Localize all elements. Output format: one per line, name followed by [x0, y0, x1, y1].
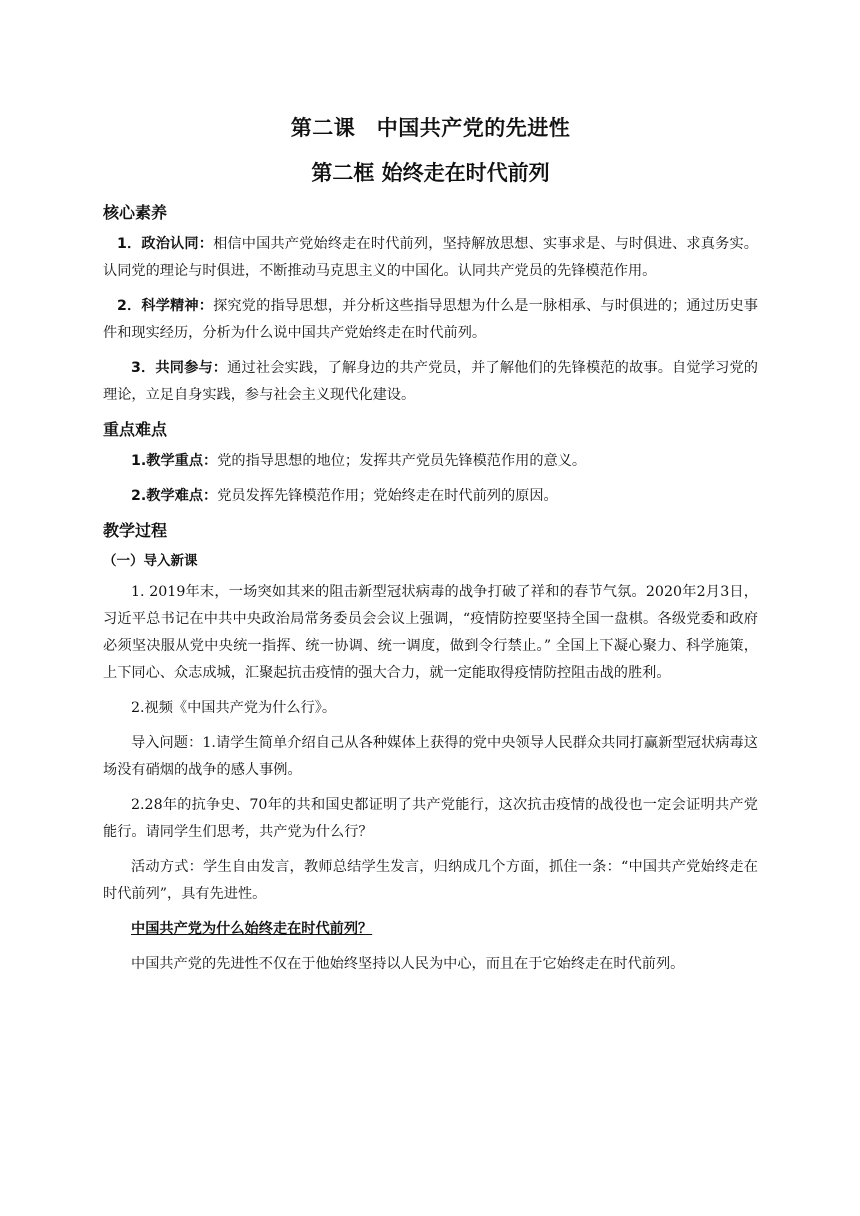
lesson-title: 第二课 中国共产党的先进性 — [290, 116, 571, 140]
intro-subheading: （一）导入新课 — [103, 553, 198, 569]
core-item-3-text: 通过社会实践，了解身边的共产党员，并了解他们的先锋模范的故事。自觉学习党的理论，立足自身实践，参与社会主义现代化建设。 — [103, 360, 758, 403]
key-item-2 — [103, 483, 758, 510]
key-item-1 — [103, 448, 758, 475]
core-item-1 — [103, 231, 758, 285]
core-item-3-lead: 3．共同参与： — [131, 360, 228, 376]
question-text: 中国共产党为什么始终走在时代前列？ — [131, 921, 373, 937]
key-item-2-lead: 2.教学难点： — [131, 488, 218, 504]
intro-paragraph-3: 导入问题：1.请学生简单介绍自己从各种媒体上获得的党中央领导人民群众共同打赢新型冠状病毒这场没有硝烟的战争的感人事例。 — [103, 735, 758, 778]
key-item-2-text: 党员发挥先锋模范作用；党始终走在时代前列的原因。 — [217, 488, 558, 504]
teaching-process-heading: 教学过程 — [103, 521, 168, 540]
question-line — [103, 916, 758, 943]
answer-paragraph: 中国共产党的先进性不仅在于他始终坚持以人民为中心，而且在于它始终走在时代前列。 — [131, 956, 685, 972]
intro-paragraph-4: 2.28年的抗争史、70年的共和国史都证明了共产党能行，这次抗击疫情的战役也一定会证明共产党能行。请同学生们思考，共产党为什么行？ — [103, 797, 758, 840]
intro-paragraph-2: 2.视频《中国共产党为什么行》。 — [131, 700, 337, 716]
core-item-1-text: 相信中国共产党始终走在时代前列，坚持解放思想、实事求是、与时俱进、求真务实。认同党的理论与时俱进，不断推动马克思主义的中国化。认同共产党员的先锋模范作用。 — [103, 236, 758, 279]
intro-paragraph-5: 活动方式：学生自由发言，教师总结学生发言，归纳成几个方面，抓住一条：“中国共产党始终走在时代前列”，具有先进性。 — [103, 859, 758, 902]
document-body — [103, 112, 758, 986]
section-subtitle: 第二框 始终走在时代前列 — [311, 161, 550, 185]
core-item-2-lead: 2．科学精神： — [117, 298, 214, 314]
intro-paragraph-1: 1. 2019年末，一场突如其来的阻击新型冠状病毒的战争打破了祥和的春节气氛。2020年2月3日，习近平总书记在中共中央政治局常务委员会会议上强调，“疫情防控要坚持全国一盘棋。各级党委和政府必须坚决服从党中央统一指挥、统一协调、统一调度，做到令行禁止。” 全国上下凝心聚力、科学施策，上下同心、众志成城，汇聚起抗击疫情的强大合力，就一定能取得疫情防控阻击战的胜利。 — [103, 584, 758, 681]
core-item-1-lead: 1．政治认同： — [117, 236, 214, 252]
key-item-1-text: 党的指导思想的地位；发挥共产党员先锋模范作用的意义。 — [217, 453, 587, 469]
core-item-2 — [103, 293, 758, 347]
core-item-2-text: 探究党的指导思想，并分析这些指导思想为什么是一脉相承、与时俱进的；通过历史事件和现实经历，分析为什么说中国共产党始终走在时代前列。 — [103, 298, 758, 341]
key-points-heading: 重点难点 — [103, 420, 168, 439]
key-item-1-lead: 1.教学重点： — [131, 453, 218, 469]
core-item-3 — [103, 355, 758, 409]
core-literacy-heading: 核心素养 — [103, 203, 168, 222]
